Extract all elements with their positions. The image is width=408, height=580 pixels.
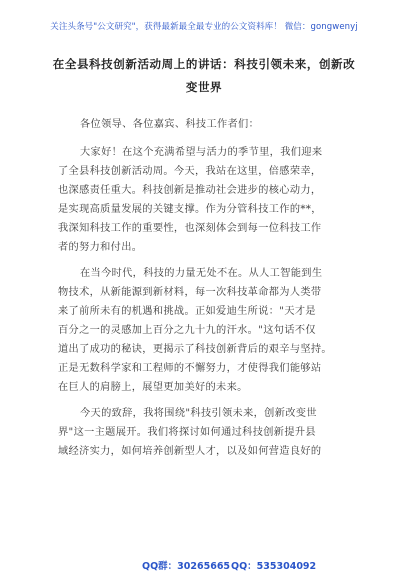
paragraph-line: 大家好！在这个充满希望与活力的季节里，我们迎来 [80,147,323,158]
paragraph-line: 正是无数科学家和工程师的不懈努力，才使得我们能够站 [58,363,322,374]
title-line-2: 变世界 [185,80,223,94]
paragraph-line: 了全县科技创新活动周。今天，我站在这里，倍感荣幸， [58,166,322,177]
paragraph-line: 在巨人的肩膀上，展望更加美好的未来。 [58,382,248,393]
footer-qq: QQ：535304092 [231,561,317,572]
page-header-banner: 关注头条号"公文研究"，获得最新最全最专业的公文资料库！ 微信：gongwenyj [50,22,358,32]
paragraph-line: 我深知科技工作的重要性，也深刻体会到每一位科技工作 [58,223,322,234]
paragraph-line: 者的努力和付出。 [58,242,143,253]
paragraph-line: 在当今时代，科技的力量无处不在。从人工智能到生 [80,268,323,279]
paragraph-line: 道出了成功的秘诀，更揭示了科技创新背后的艰辛与坚持。 [58,344,332,355]
paragraph-line: 今天的致辞，我将围绕"科技引领未来，创新改变世 [80,408,317,419]
footer-qq-group: QQ群：30265665 [142,561,231,572]
paragraph-line: 物技术，从新能源到新材料，每一次科技革命都为人类带 [58,287,322,298]
document-title [40,53,368,99]
paragraph-line: 界"这一主题展开。我们将探讨如何通过科技创新提升县 [58,427,316,438]
title-line-1: 在全县科技创新活动周上的讲话：科技引领未来，创新改 [52,57,356,71]
paragraph-line: 是实现高质量发展的关键支撑。作为分管科技工作的**， [58,204,322,215]
paragraph-line: 来了前所未有的机遇和挑战。正如爱迪生所说："天才是 [58,306,316,317]
paragraph-line: 域经济实力，如何培养创新型人才，以及如何营造良好的 [58,446,322,457]
paragraph-line: 百分之一的灵感加上百分之九十九的汗水。"这句话不仅 [58,325,316,336]
paragraph-line: 也深感责任重大。科技创新是推动社会进步的核心动力， [58,185,322,196]
salutation-line: 各位领导、各位嘉宾、科技工作者们： [80,119,260,130]
